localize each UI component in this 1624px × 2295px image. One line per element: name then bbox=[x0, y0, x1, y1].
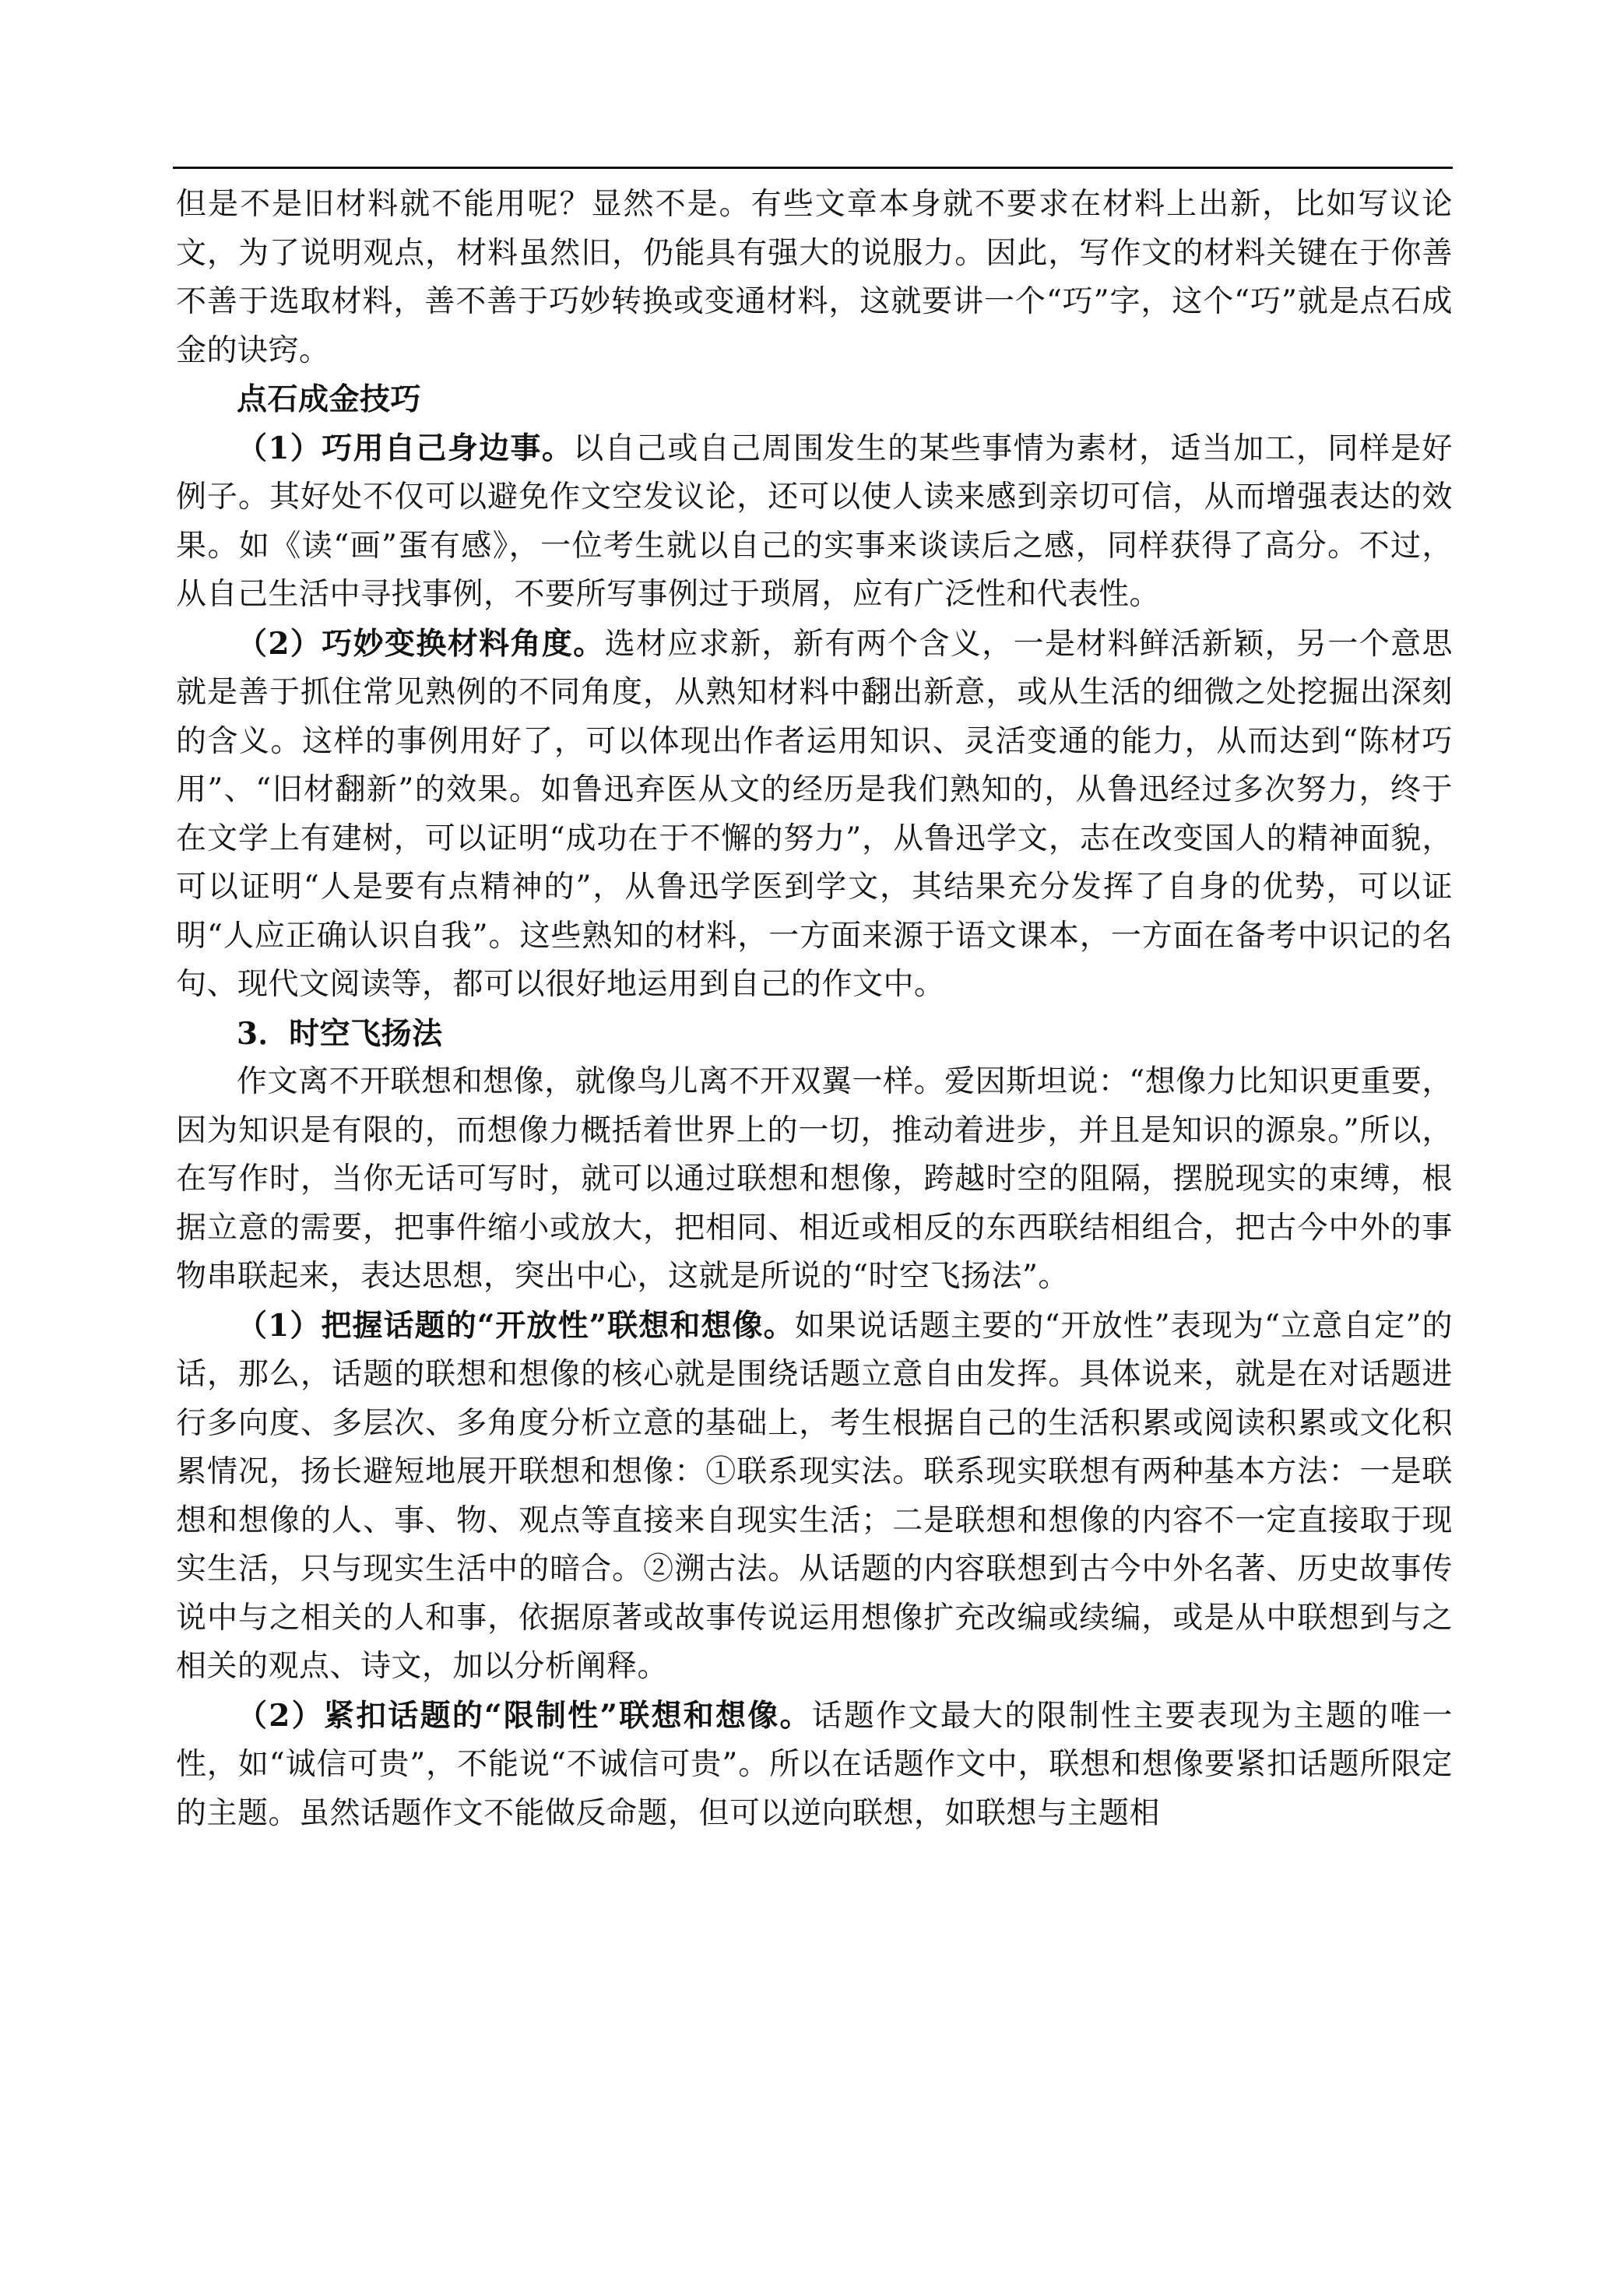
document-body bbox=[176, 181, 1453, 1838]
paragraph-lead: （2）巧妙变换材料角度。 bbox=[237, 625, 605, 662]
paragraph-tip-1 bbox=[176, 424, 1453, 620]
paragraph-text: 选材应求新，新有两个含义，一是材料鲜活新颖，另一个意思就是善于抓住常见熟例的不同角度，从熟知材料中翻出新意，或从生活的细微之处挖掘出深刻的含义。这样的事例用好了，可以体现出作者运用知识、灵活变通的能力，从而达到“陈材巧用”、“旧材翻新”的效果。如鲁迅弃医从文的经历是我们熟知的，从鲁迅经过多次努力，终于在文学上有建树，可以证明“成功在于不懈的努力”，从鲁迅学文，志在改变国人的精神面貌，可以证明“人是要有点精神的”，从鲁迅学医到学文，其结果充分发挥了自身的优势，可以证明“人应正确认识自我”。这些熟知的材料，一方面来源于语文课本，一方面在备考中识记的名句、现代文阅读等，都可以很好地运用到自己的作文中。 bbox=[176, 626, 1453, 1002]
section-heading-techniques: 点石成金技巧 bbox=[237, 381, 422, 417]
paragraph-method-3-intro bbox=[176, 1058, 1453, 1302]
paragraph-lead: （1）把握话题的“开放性”联想和想像。 bbox=[237, 1307, 795, 1344]
paragraph-lead: （1）巧用自己身边事。 bbox=[237, 430, 574, 466]
paragraph-intro bbox=[176, 181, 1453, 375]
section-heading-method-3: 3．时空飞扬法 bbox=[237, 1015, 443, 1052]
paragraph-open-association bbox=[176, 1302, 1453, 1692]
paragraph-text: 话题作文最大的限制性主要表现为主题的唯一性，如“诚信可贵”，不能说“不诚信可贵”。所以在话题作文中，联想和想像要紧扣话题所限定的主题。虽然话题作文不能做反命题，但可以逆向联想，如联想与主题相 bbox=[176, 1698, 1453, 1831]
paragraph-tip-2 bbox=[176, 620, 1453, 1010]
paragraph-restricted-association bbox=[176, 1692, 1453, 1839]
paragraph-text: 但是不是旧材料就不能用呢？显然不是。有些文章本身就不要求在材料上出新，比如写议论文，为了说明观点，材料虽然旧，仍能具有强大的说服力。因此，写作文的材料关键在于你善不善于选取材料，善不善于巧妙转换或变通材料，这就要讲一个“巧”字，这个“巧”就是点石成金的诀窍。 bbox=[176, 187, 1453, 368]
paragraph-lead: （2）紧扣话题的“限制性”联想和想像。 bbox=[237, 1697, 812, 1734]
header-rule bbox=[173, 167, 1453, 169]
paragraph-text: 作文离不开联想和想像，就像鸟儿离不开双翼一样。爱因斯坦说：“想像力比知识更重要，因为知识是有限的，而想像力概括着世界上的一切，推动着进步，并且是知识的源泉。”所以，在写作时，当你无话可写时，就可以通过联想和想像，跨越时空的阻隔，摆脱现实的束缚，根据立意的需要，把事件缩小或放大，把相同、相近或相反的东西联结相组合，把古今中外的事物串联起来，表达思想，突出中心，这就是所说的“时空飞扬法”。 bbox=[176, 1064, 1453, 1294]
paragraph-text: 以自己或自己周围发生的某些事情为素材，适当加工，同样是好例子。其好处不仅可以避免作文空发议论，还可以使人读来感到亲切可信，从而增强表达的效果。如《读“画”蛋有感》，一位考生就以自己的实事来谈读后之感，同样获得了高分。不过，从自己生活中寻找事例，不要所写事例过于琐屑，应有广泛性和代表性。 bbox=[176, 431, 1453, 612]
paragraph-text: 如果说话题主要的“开放性”表现为“立意自定”的话，那么，话题的联想和想像的核心就是围绕话题立意自由发挥。具体说来，就是在对话题进行多向度、多层次、多角度分析立意的基础上，考生根据自己的生活积累或阅读积累或文化积累情况，扬长避短地展开联想和想像：①联系现实法。联系现实联想有两种基本方法：一是联想和想像的人、事、物、观点等直接来自现实生活；二是联想和想像的内容不一定直接取于现实生活，只与现实生活中的暗合。②溯古法。从话题的内容联想到古今中外名著、历史故事传说中与之相关的人和事，依据原著或故事传说运用想像扩充改编或续编，或是从中联想到与之相关的观点、诗文，加以分析阐释。 bbox=[176, 1308, 1453, 1684]
